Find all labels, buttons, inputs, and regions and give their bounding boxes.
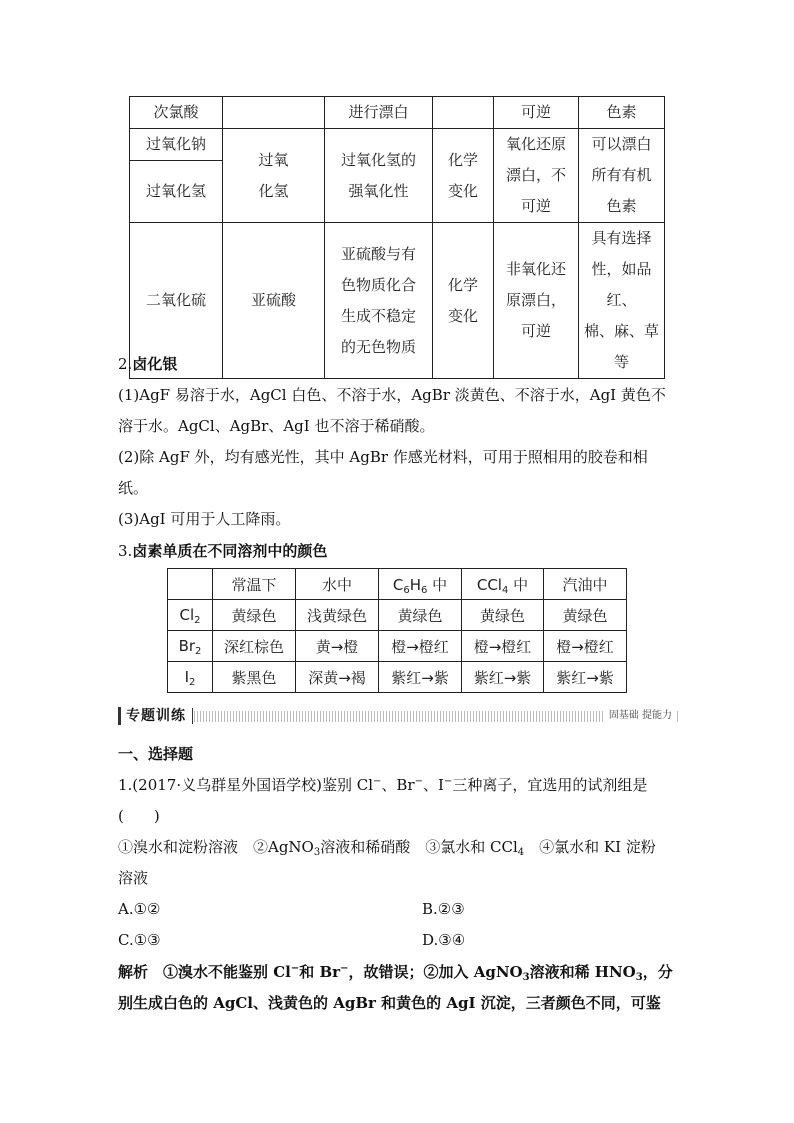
text-run: 、Br [381,776,415,794]
cell-line: 可逆 [520,197,551,215]
table-row [130,223,665,379]
cell-line: 色物质化合 [340,275,416,294]
table-cell [325,129,433,223]
heading-text: 卤素单质在不同溶剂中的颜色 [132,542,328,560]
text-run: 三种离子，宜选用的试剂组是 [452,776,648,794]
text-run: ，分 [642,963,673,981]
choice-d[interactable]: D.③④ [422,931,466,949]
text-run: 溶液和稀硝酸 ③氯水和 CCl [320,838,518,856]
element-symbol: Br [178,637,196,655]
table-cell [223,129,325,223]
cell-line: 所有有机 [591,166,652,184]
choice-c[interactable]: C.①③ [118,931,161,949]
table-cell: 深红棕色 [213,631,296,662]
table-cell [223,97,325,129]
paragraph-line: 纸。 [118,479,149,497]
table-cell: 进行漂白 [325,97,433,129]
cell-line: 强氧化性 [348,181,409,200]
table-row [168,631,627,662]
cell-line: 化氢 [258,181,289,200]
banner-separator [192,708,193,724]
section-heading [118,536,327,567]
table-cell [325,223,433,379]
cell-line: 漂白，不 [505,166,566,184]
formula-subscript: 2 [195,646,202,657]
heading-number: 3. [118,542,133,560]
analysis-line [118,957,673,988]
table-cell [494,129,579,223]
table-header-cell: 水中 [296,569,379,600]
choice-a[interactable]: A.①② [118,900,161,918]
table-cell: 紫红→紫 [379,662,462,693]
reagent-options-cont: 溶液 [118,869,149,887]
formula-part: CCl [476,575,502,594]
cell-line: 性，如品红、 [591,260,652,309]
formula-subscript: 2 [194,615,201,626]
formula-subscript: 3 [522,972,530,983]
formula-subscript: 3 [635,972,643,983]
table-cell: 可逆 [494,97,579,129]
table-cell: 黄→橙 [296,631,379,662]
analysis-line: 别生成白色的 AgCl、浅黄色的 AgBr 和黄色的 AgI 沉淀，三者颜色不同，可鉴 [118,994,661,1012]
table-header-cell [168,569,213,600]
table-cell [579,223,665,379]
table-cell: 浅黄绿色 [296,600,379,631]
element-symbol: Cl [179,606,195,624]
formula-part: C [392,575,404,594]
text-run: ，故错误；②加入 AgNO [348,963,523,981]
table-cell: 橙→橙红 [544,631,627,662]
table-cell: 黄绿色 [544,600,627,631]
paragraph-line: (1)AgF 易溶于水，AgCl 白色、不溶于水，AgBr 淡黄色、不溶于水，AgI 黄色不 [118,386,666,404]
formula-subscript: 6 [403,584,410,596]
heading-number: 2. [118,355,133,373]
row-label-cell [168,600,213,631]
table-cell: 黄绿色 [462,600,544,631]
cell-line: 可以漂白 [591,135,652,153]
text-run: 1.(2017·义乌群星外国语学校)鉴别 Cl [118,776,374,794]
table-cell: 黄绿色 [379,600,462,631]
cell-line: 色素 [606,197,637,215]
reagent-options [118,832,656,863]
cell-line: 具有选择 [591,229,652,247]
cell-line: 变化 [447,306,478,325]
table-cell: 橙→橙红 [462,631,544,662]
table-cell: 亚硫酸 [223,223,325,379]
banner-tag: 固基础 提能力 [605,707,676,725]
superscript: − [443,776,453,787]
choice-b[interactable]: B.②③ [422,900,465,918]
bleaching-comparison-table [129,96,665,379]
table-cell: 色素 [579,97,665,129]
table-cell [433,223,494,379]
table-cell: 紫红→紫 [544,662,627,693]
table-cell [433,129,494,223]
superscript: − [290,963,300,974]
formula-subscript: 3 [313,847,321,858]
heading-text: 卤化银 [132,355,178,373]
table-cell [433,97,494,129]
section-heading [118,349,177,380]
cell-line: 化学 [447,150,478,169]
formula-subscript: 4 [517,847,525,858]
text-run: 解析 ①溴水不能鉴别 Cl [118,963,291,981]
cell-line: 亚硫酸与有 [340,244,416,263]
banner-bar [118,707,121,725]
cell-line: 氧化还原 [505,135,566,153]
formula-part: H [409,575,421,594]
table-cell: 紫黑色 [213,662,296,693]
cell-line: 过氧化氢的 [340,150,416,169]
answer-blank: ( ) [118,807,160,825]
superscript: − [373,776,382,787]
table-cell: 橙→橙红 [379,631,462,662]
formula-subscript: 4 [501,584,509,596]
formula-subscript: 6 [420,584,428,596]
cell-line: 生成不稳定 [340,306,416,325]
table-cell: 黄绿色 [213,600,296,631]
paragraph-line: (3)AgI 可用于人工降雨。 [118,510,291,528]
row-label-cell [168,662,213,693]
banner-title: 专题训练 [126,708,186,724]
question-line [118,770,647,801]
table-cell: 紫红→紫 [462,662,544,693]
halogen-color-table [167,568,627,693]
text-run: ④氯水和 KI 淀粉 [524,838,656,856]
formula-part: 中 [513,575,529,594]
row-label-cell [168,631,213,662]
cell-line: 原漂白， [505,291,566,309]
cell-line: 的无色物质 [340,337,416,356]
paragraph-line: 溶于水。AgCl、AgBr、AgI 也不溶于稀硝酸。 [118,417,435,435]
table-cell: 二氧化硫 [130,223,223,379]
paragraph-line: (2)除 AgF 外，均有感光性，其中 AgBr 作感光材料，可用于照相用的胶卷和相 [118,448,648,466]
table-header-cell: 常温下 [213,569,296,600]
table-cell [494,223,579,379]
table-row [130,129,665,161]
exercise-section-title: 一、选择题 [118,745,194,763]
table-row [168,600,627,631]
superscript: − [340,963,349,974]
cell-line: 棉、麻、草 [583,322,659,340]
table-cell: 过氧化氢 [130,161,223,223]
table-header-cell [462,569,544,600]
cell-line: 可逆 [520,322,551,340]
table-cell: 次氯酸 [130,97,223,129]
formula-part: 中 [432,575,448,594]
text-run: 、I [423,776,444,794]
table-cell: 深黄→褐 [296,662,379,693]
text-run: 和 Br [299,963,341,981]
cell-line: 变化 [447,181,478,200]
text-run: 溶液和稀 HNO [529,963,636,981]
table-cell [579,129,665,223]
table-header-row [168,569,627,600]
table-cell: 过氧化钠 [130,129,223,161]
table-header-cell: 汽油中 [544,569,627,600]
cell-line: 非氧化还 [505,260,566,278]
cell-line: 等 [613,353,629,371]
formula-subscript: 2 [189,677,196,688]
superscript: − [414,776,423,787]
cell-line: 过氧 [258,150,289,169]
section-banner [118,707,680,725]
text-run: ①溴水和淀粉溶液 ②AgNO [118,838,314,856]
element-symbol: I [184,668,190,686]
table-row [168,662,627,693]
table-header-cell [379,569,462,600]
cell-line: 化学 [447,275,478,294]
table-row [130,97,665,129]
